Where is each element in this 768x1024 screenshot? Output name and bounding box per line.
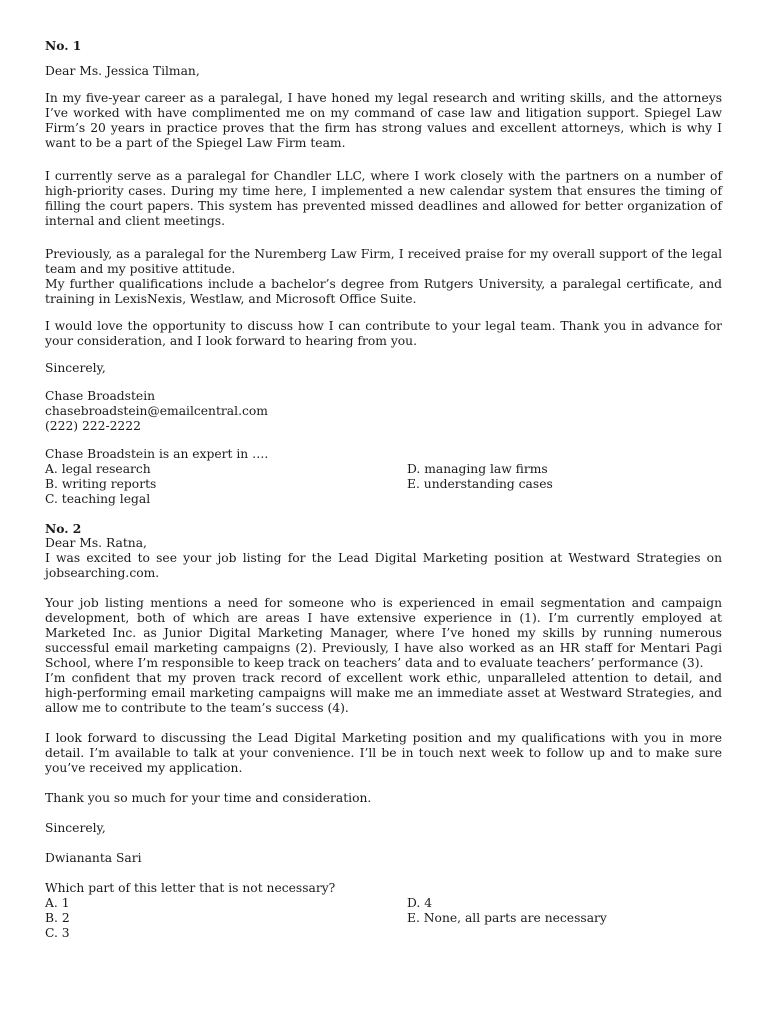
question-1-option-e: E. understanding cases: [407, 477, 553, 491]
letter-1-salutation: Dear Ms. Jessica Tilman,: [45, 64, 200, 78]
question-1-options-right: [407, 462, 722, 507]
question-2-option-d: D. 4: [407, 896, 433, 910]
letter-2-salutation: Dear Ms. Ratna,: [45, 536, 147, 550]
question-1-number: No. 1: [45, 38, 82, 53]
letter-1-signature-name: Chase Broadstein: [45, 389, 156, 403]
letter-1-paragraph-1: In my five-year career as a paralegal, I have honed my legal research and writing skills, and the attorneys I’ve worked with have complimented me on my command of case law and litigation support. Spiegel Law Firm’s 20 years in practice proves that the firm has strong values and excellent attorneys, which is why I want to be a part of the Spiegel Law Firm team.: [45, 91, 722, 150]
question-1-option-a: A. legal research: [45, 462, 151, 476]
question-2-option-c: C. 3: [45, 926, 70, 940]
question-1-options-left: [45, 462, 407, 507]
question-2-options-left: [45, 896, 407, 941]
question-1-stem: Chase Broadstein is an expert in ….: [45, 447, 269, 461]
letter-1-paragraph-3: Previously, as a paralegal for the Nuremberg Law Firm, I received praise for my overall support of the legal team and my positive attitude.: [45, 247, 722, 276]
letter-1-paragraph-5: I would love the opportunity to discuss how I can contribute to your legal team. Thank you in advance for your consideration, and I look forward to hearing from you.: [45, 319, 722, 348]
letter-2-paragraph-3: I’m confident that my proven track record of excellent work ethic, unparalleled attention to detail, and high-performing email marketing campaigns will make me an immediate asset at Westward Strategies, and allow me to contribute to the team’s success (4).: [45, 671, 722, 715]
question-1-option-c: C. teaching legal: [45, 492, 151, 506]
question-2-option-a: A. 1: [45, 896, 70, 910]
letter-1-paragraph-4: My further qualifications include a bachelor’s degree from Rutgers University, a paralegal certificate, and training in LexisNexis, Westlaw, and Microsoft Office Suite.: [45, 277, 722, 306]
letter-2-paragraph-1: I was excited to see your job listing for the Lead Digital Marketing position at Westward Strategies on jobsearching.com.: [45, 551, 722, 580]
letter-2-signature-name: Dwiananta Sari: [45, 851, 142, 865]
question-2-options: [45, 896, 722, 941]
question-2-option-e: E. None, all parts are necessary: [407, 911, 607, 925]
question-2-stem: Which part of this letter that is not necessary?: [45, 881, 336, 895]
question-2-option-b: B. 2: [45, 911, 70, 925]
document-page: [45, 38, 722, 941]
letter-1-closing: Sincerely,: [45, 361, 106, 375]
question-1-option-b: B. writing reports: [45, 477, 157, 491]
letter-2-closing: Sincerely,: [45, 821, 106, 835]
question-1-option-d: D. managing law firms: [407, 462, 548, 476]
letter-1-paragraph-2: I currently serve as a paralegal for Chandler LLC, where I work closely with the partners on a number of high-priority cases. During my time here, I implemented a new calendar system that ensures the timing of filling the court papers. This system has prevented missed deadlines and allowed for better organization of internal and client meetings.: [45, 169, 722, 228]
letter-2-paragraph-2: Your job listing mentions a need for someone who is experienced in email segmentation and campaign development, both of which are areas I have extensive experience in (1). I’m currently employed at Marketed Inc. as Junior Digital Marketing Manager, where I’ve honed my skills by running numerous successful email marketing campaigns (2). Previously, I have also worked as an HR staff for Mentari Pagi School, where I’m responsible to keep track on teachers’ data and to evaluate teachers’ performance (3).: [45, 596, 722, 670]
letter-1-signature-email: chasebroadstein@emailcentral.com: [45, 404, 268, 418]
question-2-options-right: [407, 896, 722, 941]
question-1-options: [45, 462, 722, 507]
letter-2-paragraph-5: Thank you so much for your time and consideration.: [45, 791, 372, 805]
question-2-number: No. 2: [45, 521, 82, 536]
letter-2-paragraph-4: I look forward to discussing the Lead Digital Marketing position and my qualifications with you in more detail. I’m available to talk at your convenience. I’ll be in touch next week to follow up and to make sure you’ve received my application.: [45, 731, 722, 775]
letter-1-signature-phone: (222) 222-2222: [45, 419, 141, 433]
